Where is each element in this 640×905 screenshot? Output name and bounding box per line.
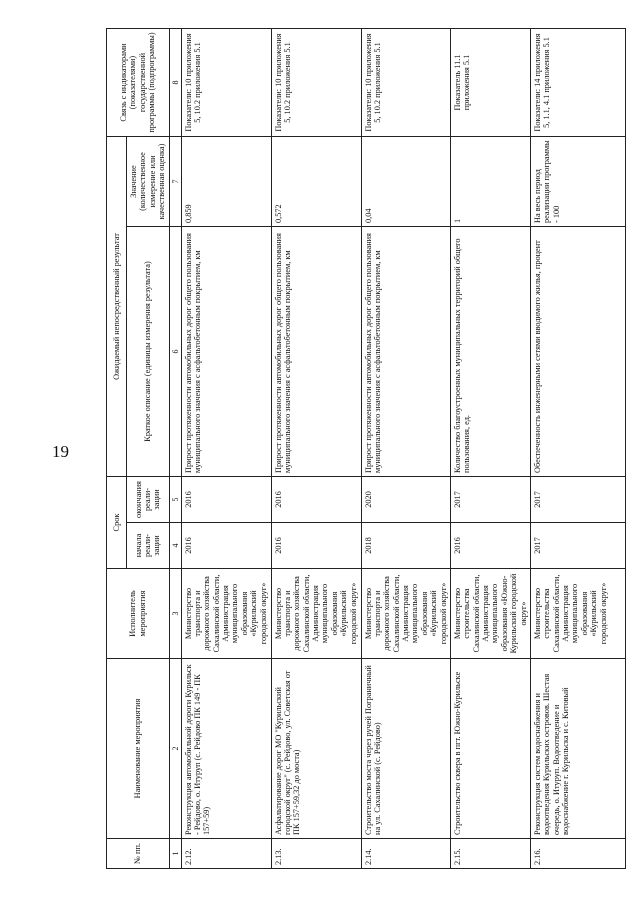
row-executor: Министерство строительства Сахалинской области, Администрация муниципального образования «Южно-Курильский городской округ»: [450, 569, 530, 659]
row-desc: Количество благоустроенных муниципальных территорий общего пользования, ед.: [450, 227, 530, 477]
row-start: 2017: [530, 523, 625, 569]
row-name: Асфальтирование дорог МО "Курильский городской округ" (с. Рейдово, ул. Советская от ПК 157+59,32 до моста): [271, 659, 361, 839]
row-end: 2016: [181, 477, 271, 523]
col-number: 2: [169, 659, 181, 839]
row-value: На весь период реализации программы - 100: [530, 137, 625, 227]
row-no: 2.12.: [181, 839, 271, 869]
row-end: 2017: [450, 477, 530, 523]
row-executor: Министерство строительства Сахалинской области, Администрация муниципального образования «Курильский городской округ»: [530, 569, 625, 659]
row-end: 2017: [530, 477, 625, 523]
header-no: № пп.: [107, 839, 170, 869]
col-number: 6: [169, 227, 181, 477]
row-value: 0,04: [361, 137, 450, 227]
col-number: 8: [169, 29, 181, 137]
table-row: [271, 29, 361, 869]
row-start: 2018: [361, 523, 450, 569]
header-value: Значение (количественное измерение или качественная оценка): [127, 137, 170, 227]
row-link: Показатели: 10 приложения 5, 10.2 приложения 5.1: [271, 29, 361, 137]
rotated-table-container: [106, 29, 636, 869]
row-name: Реконструкция систем водоснабжения и водоотведения Курильских островов. Шестая очередь, о. Итуруп. Водоотведение и водоснабжение г. Курильска и с. Китовый: [530, 659, 625, 839]
row-name: Реконструкция автомобильной дороги Курильск - Рейдово, о. Итуруп (с. Рейдово ПК 149 - ПК 157+59): [181, 659, 271, 839]
row-link: Показатели: 14 приложения 5, 1.1, 4.1 приложения 5.1: [530, 29, 625, 137]
row-no: 2.14.: [361, 839, 450, 869]
col-number: 3: [169, 569, 181, 659]
col-number: 5: [169, 477, 181, 523]
page-number: 19: [52, 442, 69, 461]
row-end: 2016: [271, 477, 361, 523]
col-number: 1: [169, 839, 181, 869]
table-row: [361, 29, 450, 869]
table-row: [181, 29, 271, 869]
row-start: 2016: [271, 523, 361, 569]
row-link: Показатель 11.1 приложения 5.1: [450, 29, 530, 137]
row-start: 2016: [450, 523, 530, 569]
header-desc: Краткое описание (единицы измерения результата): [127, 227, 170, 477]
row-value: 0,572: [271, 137, 361, 227]
row-start: 2016: [181, 523, 271, 569]
row-link: Показатели: 10 приложения 5, 10.2 приложения 5.1: [181, 29, 271, 137]
header-end: окончания реали-зации: [127, 477, 170, 523]
header-term: Срок: [107, 477, 127, 569]
header-result: Ожидаемый непосредственный результат: [107, 137, 127, 477]
row-name: Строительство моста через ручей Пограничный на ул. Сахалинской (с. Рейдово): [361, 659, 450, 839]
col-number: 4: [169, 523, 181, 569]
row-no: 2.13.: [271, 839, 361, 869]
row-desc: Прирост протяженности автомобильных дорог общего пользования муниципального значения с асфальтобетонным покрытием, км: [361, 227, 450, 477]
table-row: [450, 29, 530, 869]
row-desc: Обеспеченность инженерными сетями вводимого жилья, процент: [530, 227, 625, 477]
header-executor: Исполнитель мероприятия: [107, 569, 170, 659]
row-value: 0,859: [181, 137, 271, 227]
header-start: начала реали-зации: [127, 523, 170, 569]
table-row: [530, 29, 625, 869]
row-desc: Прирост протяженности автомобильных дорог общего пользования муниципального значения с асфальтобетонным покрытием, км: [271, 227, 361, 477]
row-executor: Министерство транспорта и дорожного хозяйства Сахалинской области, Администрация муниципального образования «Курильский городской округ»: [361, 569, 450, 659]
row-no: 2.15.: [450, 839, 530, 869]
col-number: 7: [169, 137, 181, 227]
row-end: 2020: [361, 477, 450, 523]
header-link: Связь с индикаторами (показателями) государственной программы (подпрограммы): [107, 29, 170, 137]
row-executor: Министерство транспорта и дорожного хозяйства Сахалинской области, Администрация муниципального образования «Курильский городской округ»: [181, 569, 271, 659]
row-executor: Министерство транспорта и дорожного хозяйства Сахалинской области, Администрация муниципального образования «Курильский городской округ»: [271, 569, 361, 659]
row-name: Строительство сквера в пгт. Южно-Курильске: [450, 659, 530, 839]
row-value: 1: [450, 137, 530, 227]
row-link: Показатели: 10 приложения 5, 10.2 приложения 5.1: [361, 29, 450, 137]
row-desc: Прирост протяженности автомобильных дорог общего пользования муниципального значения с асфальтобетонным покрытием, км: [181, 227, 271, 477]
row-no: 2.16.: [530, 839, 625, 869]
header-name: Наименование мероприятия: [107, 659, 170, 839]
activities-table: [106, 28, 626, 869]
